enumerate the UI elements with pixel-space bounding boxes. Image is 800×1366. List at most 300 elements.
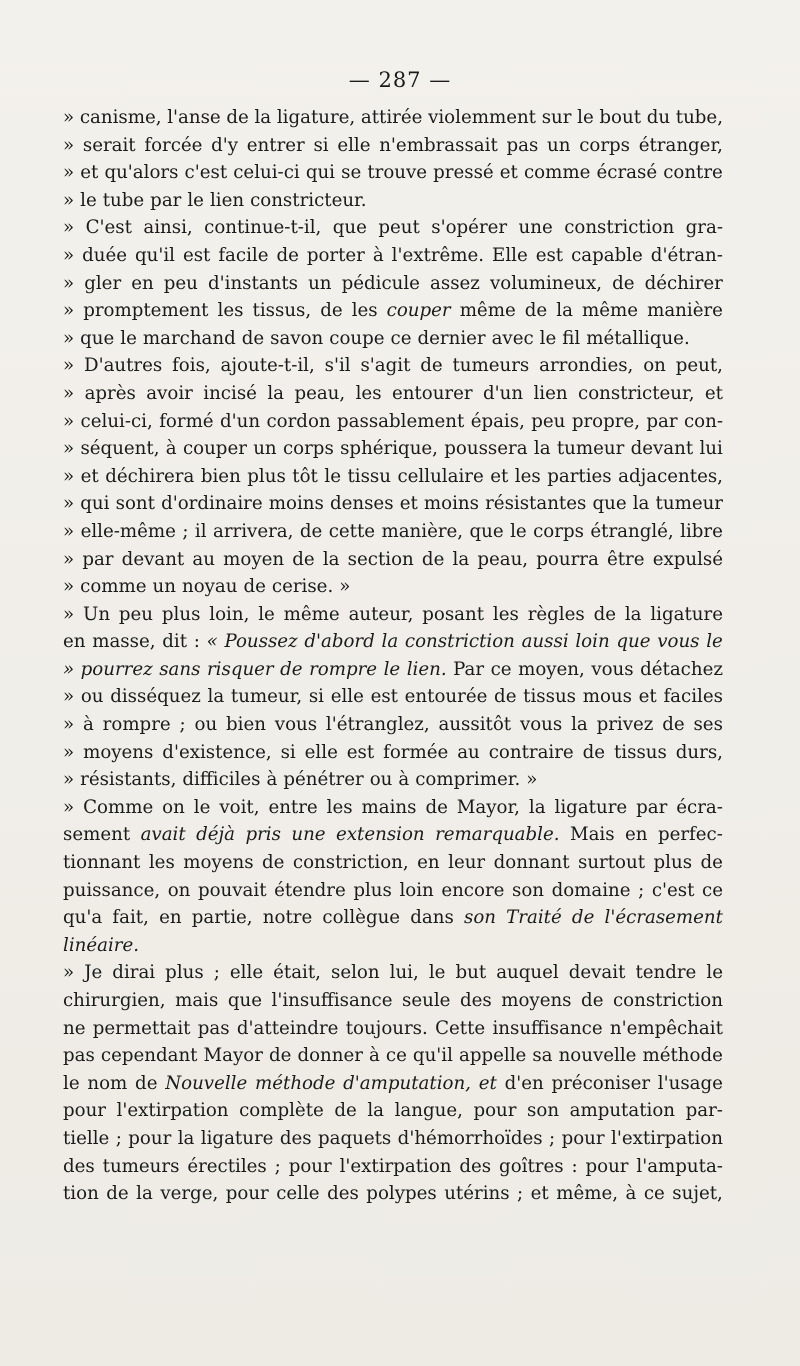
word: moyen [223, 548, 285, 570]
word: de [106, 1183, 129, 1205]
word: » [63, 576, 75, 598]
word: ; [182, 520, 189, 542]
word: sont [115, 493, 155, 515]
word: » [63, 658, 75, 680]
word: sa [532, 1045, 553, 1067]
word: à [82, 714, 94, 736]
word: une [518, 217, 553, 239]
word: le [428, 962, 446, 984]
word: pas [506, 134, 539, 156]
word: d'existence, [162, 741, 272, 763]
word: un [152, 576, 176, 598]
word: de [612, 272, 635, 294]
word: ce [643, 1183, 665, 1205]
word: qu'il [412, 1045, 453, 1067]
word: des [279, 1127, 312, 1149]
word: d'hémorrhoïdes [397, 1127, 543, 1149]
word: couper [182, 438, 247, 460]
word: le [706, 631, 723, 653]
word: le [120, 327, 137, 349]
word: la [528, 796, 546, 818]
word: est [370, 686, 398, 708]
word: l'insuffisance [271, 990, 393, 1011]
word: gra- [685, 217, 723, 239]
word: de [135, 1072, 158, 1094]
word: pour [128, 1127, 172, 1149]
word: ligature [554, 796, 628, 818]
word: de [243, 576, 266, 598]
word: l'écrasement [604, 907, 723, 929]
word: méthode [255, 1072, 336, 1094]
word: constriction [564, 217, 675, 239]
word: Nouvelle [165, 1072, 248, 1094]
word: ajoute-t-il, [220, 355, 315, 377]
word: pour [288, 1155, 332, 1177]
word: lui [699, 438, 723, 460]
word: : [193, 631, 200, 653]
word: écra- [676, 796, 723, 818]
word: tumeur [655, 493, 723, 515]
word: moins [423, 493, 479, 515]
word: pour [63, 1100, 106, 1122]
word: l'extrême. [391, 244, 485, 266]
word: la [452, 548, 470, 570]
word: de [581, 990, 604, 1011]
word: le [510, 520, 527, 542]
word: écrasé [596, 162, 658, 184]
word: de [420, 355, 443, 377]
word: si [280, 741, 296, 763]
word: ligature [650, 603, 723, 625]
word: son [527, 1100, 560, 1122]
text-line [63, 573, 723, 601]
word: surtout [578, 852, 646, 874]
word: ses [693, 714, 723, 736]
word: comme [80, 576, 147, 598]
word: » [63, 796, 75, 818]
word: domaine [551, 879, 631, 901]
word: de [268, 1045, 292, 1067]
text-line [63, 1042, 723, 1070]
word: promptement [83, 300, 209, 322]
word: et [638, 686, 657, 708]
word: dit [162, 631, 188, 653]
word: difficiles [182, 769, 261, 791]
word: faciles [663, 686, 723, 708]
word: l'usage [657, 1072, 723, 1094]
word: elle [330, 686, 364, 708]
word: » [526, 769, 538, 791]
word: de [280, 658, 303, 680]
word: les [326, 796, 353, 818]
word: volumineux, [489, 272, 603, 294]
word: auteur, [348, 603, 414, 625]
word: puissance, [63, 879, 161, 901]
word: avoir [146, 382, 193, 404]
word: de [421, 548, 445, 570]
word: sans [159, 658, 201, 680]
word: c'est [184, 162, 228, 184]
word: : [571, 1155, 578, 1177]
word: n'empêchait [609, 1017, 723, 1039]
word: noyau [181, 576, 238, 598]
word: d'un [219, 410, 261, 432]
word: les [492, 603, 519, 625]
word: ou [80, 686, 104, 708]
word: privez [596, 714, 654, 736]
text-line [63, 352, 723, 380]
word: l'extirpation [611, 1127, 723, 1149]
word: lien [209, 189, 245, 211]
word: elle [229, 962, 264, 984]
word: moyens [83, 741, 154, 763]
word: du [646, 107, 671, 128]
word: son [511, 879, 544, 901]
word: à [625, 1183, 637, 1205]
text-line [63, 159, 723, 187]
word: de [662, 714, 685, 736]
word: verge, [160, 1183, 219, 1205]
word: à [165, 438, 177, 460]
word: en [131, 272, 154, 294]
word: un [308, 272, 332, 294]
text-line [63, 1070, 723, 1098]
word: loin [575, 631, 610, 653]
word: Cette [435, 1017, 486, 1039]
word: elle-même [80, 520, 176, 542]
word: que [616, 631, 651, 653]
word: sement [63, 824, 131, 846]
word: continue-t-il, [204, 217, 322, 239]
word: notre [262, 907, 313, 929]
word: » [63, 548, 75, 570]
word: » [63, 382, 75, 404]
word: ; [179, 714, 186, 736]
word: déchirera [105, 465, 195, 487]
word: son [463, 907, 496, 929]
word: posant [422, 603, 485, 625]
word: des [459, 990, 492, 1011]
word: ce [385, 1045, 407, 1067]
word: qu'a [63, 907, 103, 929]
word: épais, [470, 410, 525, 432]
word: lien. [406, 658, 447, 680]
word: leur [448, 852, 486, 874]
word: les [514, 465, 541, 487]
word: si [308, 686, 324, 708]
word: Comme [83, 796, 154, 818]
word: en [159, 907, 182, 929]
word: » [63, 686, 75, 708]
word: la [322, 548, 340, 570]
word: linéaire. [63, 934, 140, 956]
word: fois, [172, 355, 211, 377]
word: érectiles [187, 1155, 267, 1177]
word: con- [683, 410, 723, 432]
word: d'atteindre [236, 1017, 339, 1039]
word: donner [297, 1045, 363, 1067]
word: canisme, [79, 107, 162, 128]
word: but [455, 962, 487, 984]
word: paquets [318, 1127, 392, 1149]
word: qui [305, 162, 335, 184]
word: denses [329, 493, 394, 515]
word: » [63, 520, 75, 542]
word: peu [531, 410, 566, 432]
text-line [63, 1180, 723, 1208]
word: bien [226, 714, 266, 736]
word: les [351, 300, 378, 322]
text-line [63, 214, 723, 242]
word: nouvelle [558, 1045, 637, 1067]
word: de [494, 686, 517, 708]
word: » [63, 300, 75, 322]
word: bien [200, 465, 241, 487]
word: qu'alors [104, 162, 179, 184]
text-line [63, 904, 723, 932]
word: constricteur, [578, 382, 695, 404]
word: de [299, 520, 323, 542]
word: ; [517, 1183, 524, 1205]
word: métallique. [586, 327, 690, 349]
word: c'est [651, 879, 695, 901]
word: collègue [322, 907, 401, 929]
word: ce [702, 879, 723, 901]
word: toujours. [345, 1017, 428, 1039]
word: fil [562, 327, 581, 349]
word: chirurgien, [63, 990, 166, 1011]
word: porter [306, 244, 365, 266]
word: avait [140, 824, 186, 846]
text-line [63, 628, 723, 656]
word: l'amputa- [636, 1155, 723, 1177]
word: l'extirpation [116, 1100, 229, 1122]
word: déjà [196, 824, 235, 846]
word: » [63, 493, 75, 515]
word: détachez [640, 658, 723, 680]
word: à [398, 769, 410, 791]
text-line [63, 1125, 723, 1153]
word: expulsé [652, 548, 723, 570]
word: de [700, 852, 723, 874]
word: on [643, 355, 666, 377]
word: peau, [294, 382, 346, 404]
word: le [383, 658, 401, 680]
word: fait, [112, 907, 149, 929]
word: » [63, 327, 75, 349]
word: devant [121, 548, 185, 570]
word: une [291, 824, 326, 846]
word: s'agit [360, 355, 411, 377]
word: corps [282, 438, 334, 460]
word: est [535, 244, 564, 266]
word: tielle [63, 1127, 110, 1149]
word: pressé [433, 162, 494, 184]
word: perfec- [657, 824, 723, 846]
word: » [63, 244, 75, 266]
word: mous [582, 686, 632, 708]
text-line [63, 601, 723, 629]
word: cette [328, 520, 376, 542]
word: peut [378, 217, 420, 239]
word: Un [83, 603, 111, 625]
word: la [632, 493, 650, 515]
word: extension [336, 824, 425, 846]
word: ce [490, 658, 512, 680]
word: arrivera, [213, 520, 294, 542]
word: encore [441, 879, 505, 901]
word: bout [599, 107, 642, 128]
word: la [381, 631, 399, 653]
text-line [63, 463, 723, 491]
text-line [63, 380, 723, 408]
word: le [80, 189, 97, 211]
word: peut, [675, 355, 723, 377]
word: lien [533, 382, 568, 404]
word: la [136, 1183, 153, 1205]
word: en [63, 631, 86, 653]
word: tion [63, 1183, 99, 1205]
word: corps [579, 134, 630, 156]
word: facile [218, 244, 269, 266]
word: ; [115, 1127, 122, 1149]
word: savon [270, 327, 324, 349]
text-line [63, 490, 723, 518]
word: mains [361, 796, 417, 818]
word: d'abord [304, 631, 375, 653]
word: pourrez [80, 658, 153, 680]
word: les [355, 382, 382, 404]
word: le [577, 107, 594, 128]
word: peu [163, 272, 198, 294]
word: de [524, 300, 548, 322]
text-line [63, 766, 723, 794]
word: attirée [360, 107, 423, 128]
word: durs, [675, 741, 723, 763]
text-line [63, 656, 723, 684]
word: dans [410, 907, 454, 929]
word: des [63, 1155, 95, 1177]
word: la [571, 714, 588, 736]
word: masse, [92, 631, 156, 653]
word: formé [159, 410, 214, 432]
word: propre, [571, 410, 640, 432]
word: Poussez [224, 631, 298, 653]
word: pédicule [341, 272, 420, 294]
page-number: — 287 — [348, 68, 452, 92]
word: est [346, 741, 375, 763]
word: marchand [142, 327, 236, 349]
word: incisé [203, 382, 257, 404]
text-line [63, 270, 723, 298]
text-line [63, 297, 723, 325]
word: moyens [183, 852, 254, 874]
word: ligature, [276, 107, 356, 128]
word: comprimer. [415, 769, 521, 791]
word: » [63, 769, 75, 791]
word: le [258, 603, 275, 625]
word: entourer [391, 382, 473, 404]
word: constriction [612, 990, 723, 1011]
word: remarquable. [435, 824, 560, 846]
word: section [347, 548, 414, 570]
word: par [82, 548, 114, 570]
word: adjacentes, [618, 465, 723, 487]
word: tube [102, 189, 145, 211]
word: tissus, [252, 300, 312, 322]
word: étendre [274, 879, 346, 901]
word: celui-ci, [80, 410, 153, 432]
word: rompre [309, 658, 378, 680]
word: de [241, 327, 265, 349]
word: ou [194, 714, 218, 736]
word: » [63, 714, 75, 736]
word: » [63, 217, 75, 239]
word: langue, [394, 1100, 463, 1122]
word: on [162, 796, 185, 818]
word: d'instants [207, 272, 298, 294]
word: entre [268, 796, 318, 818]
word: même [581, 300, 639, 322]
word: appelle [458, 1045, 527, 1067]
word: de [593, 603, 616, 625]
word: Mayor, [456, 796, 520, 818]
word: de [292, 548, 315, 570]
word: la [624, 603, 642, 625]
word: s'il [324, 355, 351, 377]
text-line [63, 1153, 723, 1181]
word: auquel [496, 962, 559, 984]
word: sphérique, [340, 438, 438, 460]
word: règles [527, 603, 585, 625]
word: vous [591, 658, 634, 680]
word: en [417, 852, 440, 874]
word: vous [519, 714, 563, 736]
word: pris [245, 824, 281, 846]
word: plus [161, 603, 201, 625]
word: duée [82, 244, 127, 266]
word: libre [680, 520, 723, 542]
word: est [182, 244, 211, 266]
word: tube, [675, 107, 723, 128]
text-line [63, 408, 723, 436]
word: manière [647, 300, 723, 322]
word: constriction, [292, 852, 409, 874]
word: et [530, 1183, 549, 1205]
word: partie, [191, 907, 253, 929]
word: plus [353, 879, 392, 901]
word: couper [386, 300, 451, 322]
word: d'en [504, 1072, 544, 1094]
word: Traité [506, 907, 562, 929]
word: entourée [404, 686, 488, 708]
word: rompre [102, 714, 171, 736]
word: » [63, 962, 75, 984]
word: le [63, 1072, 80, 1094]
word: tissus [523, 686, 576, 708]
word: tissus [613, 741, 667, 763]
word: poussera [444, 438, 528, 460]
word: l'extirpation [339, 1155, 452, 1177]
word: moins [268, 493, 324, 515]
word: sujet, [672, 1183, 723, 1205]
word: » [339, 576, 351, 598]
word: de [320, 300, 343, 322]
word: séquent, [80, 438, 160, 460]
page-text [63, 104, 723, 1208]
word: par- [685, 1100, 723, 1122]
word: si [313, 134, 329, 156]
